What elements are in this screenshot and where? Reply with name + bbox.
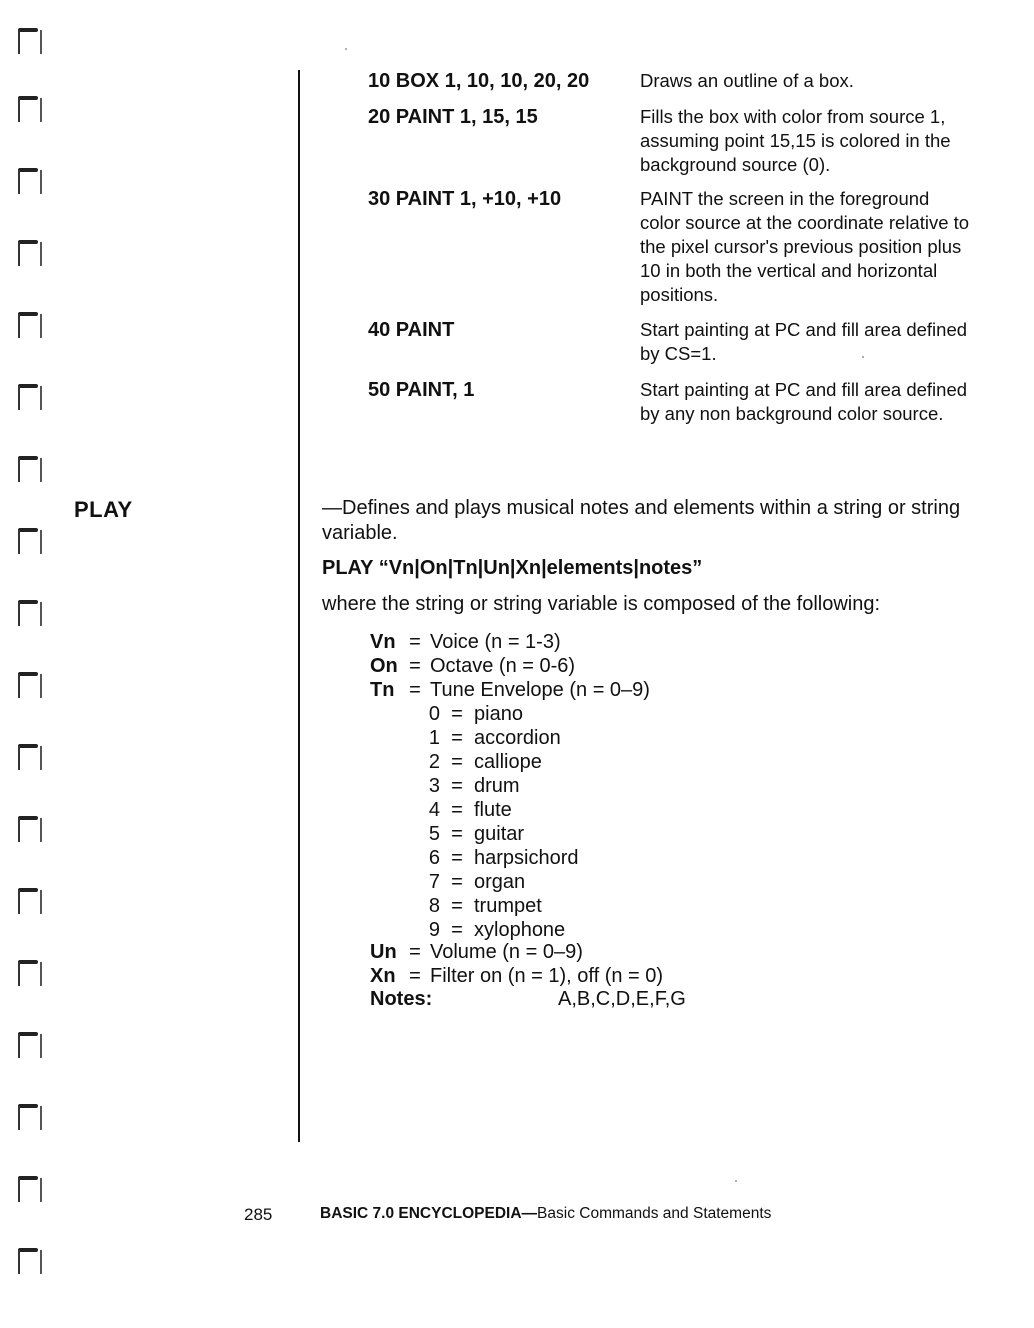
tone-name: guitar <box>474 823 525 845</box>
scan-speck <box>345 48 347 50</box>
tone-number: 1 <box>428 727 440 749</box>
equals-sign: = <box>451 799 463 821</box>
binder-hole <box>14 1024 50 1064</box>
tone-item <box>426 750 542 774</box>
tone-item <box>426 798 512 822</box>
tone-number: 7 <box>428 871 440 893</box>
scan-speck <box>862 356 864 358</box>
binder-hole <box>14 592 50 632</box>
tone-number: 3 <box>428 775 440 797</box>
page-number: 285 <box>244 1205 273 1224</box>
param-key: Tn <box>370 679 395 701</box>
param-row <box>370 940 583 964</box>
param-value: Tune Envelope (n = 0–9) <box>430 679 650 701</box>
example-description: Fills the box with color from source 1, assuming point 15,15 is colored in the background source (0). <box>640 106 951 175</box>
tone-name: harpsichord <box>474 847 579 869</box>
tone-name: trumpet <box>474 895 542 917</box>
tone-item <box>426 726 561 750</box>
tone-number: 4 <box>428 799 440 821</box>
tone-number: 8 <box>428 895 440 917</box>
equals-sign: = <box>451 919 463 941</box>
tone-name: xylophone <box>474 919 566 941</box>
example-code: 10 BOX 1, 10, 10, 20, 20 <box>368 70 590 92</box>
binder-hole <box>14 808 50 848</box>
equals-sign: = <box>451 847 463 869</box>
binder-hole <box>14 880 50 920</box>
equals-sign: = <box>451 727 463 749</box>
example-description: Start painting at PC and fill area defined by CS=1. <box>640 319 968 364</box>
example-code: 30 PAINT 1, +10, +10 <box>368 188 562 210</box>
binder-hole <box>14 448 50 488</box>
tone-name: piano <box>474 703 523 725</box>
tone-name: flute <box>474 799 512 821</box>
notes-value: A,B,C,D,E,F,G <box>558 988 686 1010</box>
equals-sign: = <box>409 679 421 701</box>
equals-sign: = <box>409 965 421 987</box>
param-row <box>370 678 650 702</box>
equals-sign: = <box>451 871 463 893</box>
param-row <box>370 630 561 654</box>
scan-speck <box>735 1180 737 1182</box>
binder-hole <box>14 1240 50 1280</box>
footer-section: Basic Commands and Statements <box>537 1205 772 1222</box>
tone-item <box>426 918 565 942</box>
equals-sign: = <box>451 823 463 845</box>
tone-number: 6 <box>428 847 440 869</box>
binder-hole <box>14 1096 50 1136</box>
tone-item <box>426 822 524 846</box>
equals-sign: = <box>409 631 421 653</box>
binder-hole <box>14 736 50 776</box>
param-value: Voice (n = 1-3) <box>430 631 561 653</box>
syntax-line: PLAY “Vn|On|Tn|Un|Xn|elements|notes” <box>322 557 703 579</box>
tone-number: 9 <box>428 919 440 941</box>
param-value: Octave (n = 0-6) <box>430 655 576 677</box>
equals-sign: = <box>409 655 421 677</box>
example-description: PAINT the screen in the foreground color source at the coordinate relative to the pixel cursor's previous position plus 10 in both the vertical and horizontal positions. <box>640 188 970 305</box>
running-footer <box>320 1205 771 1223</box>
param-row <box>370 654 575 678</box>
composition-text: where the string or string variable is composed of the following: <box>322 593 881 615</box>
binder-hole <box>14 1168 50 1208</box>
tone-item <box>426 702 523 726</box>
example-description: Draws an outline of a box. <box>640 70 854 91</box>
tone-number: 0 <box>428 703 440 725</box>
binder-hole <box>14 160 50 200</box>
tone-item <box>426 870 525 894</box>
tone-number: 5 <box>428 823 440 845</box>
param-value: Filter on (n = 1), off (n = 0) <box>430 965 664 987</box>
param-key: Vn <box>370 631 396 653</box>
binder-hole <box>14 232 50 272</box>
binder-hole <box>14 88 50 128</box>
notes-label: Notes: <box>370 988 433 1010</box>
footer-book-title: BASIC 7.0 ENCYCLOPEDIA— <box>320 1205 538 1222</box>
example-code: 40 PAINT <box>368 319 455 341</box>
tone-number: 2 <box>428 751 440 773</box>
binder-hole <box>14 304 50 344</box>
tone-item <box>426 774 520 798</box>
command-description: —Defines and plays musical notes and elements within a string or string variable. <box>322 497 961 544</box>
example-description: Start painting at PC and fill area defined by any non background color source. <box>640 379 968 424</box>
tone-item <box>426 894 542 918</box>
binder-hole <box>14 952 50 992</box>
tone-name: organ <box>474 871 526 893</box>
tone-item <box>426 846 579 870</box>
binder-holes <box>14 20 54 1300</box>
equals-sign: = <box>451 751 463 773</box>
param-key: Un <box>370 941 397 963</box>
tone-name: accordion <box>474 727 561 749</box>
equals-sign: = <box>451 895 463 917</box>
example-code: 20 PAINT 1, 15, 15 <box>368 106 538 128</box>
tone-name: drum <box>474 775 520 797</box>
vertical-rule <box>298 70 300 1142</box>
param-key: On <box>370 655 398 677</box>
binder-hole <box>14 520 50 560</box>
equals-sign: = <box>409 941 421 963</box>
command-heading: PLAY <box>74 497 133 522</box>
equals-sign: = <box>451 775 463 797</box>
binder-hole <box>14 664 50 704</box>
tone-name: calliope <box>474 751 542 773</box>
binder-hole <box>14 376 50 416</box>
example-code: 50 PAINT, 1 <box>368 379 475 401</box>
binder-hole <box>14 20 50 60</box>
param-row <box>370 964 663 988</box>
equals-sign: = <box>451 703 463 725</box>
param-key: Xn <box>370 965 396 987</box>
param-value: Volume (n = 0–9) <box>430 941 583 963</box>
